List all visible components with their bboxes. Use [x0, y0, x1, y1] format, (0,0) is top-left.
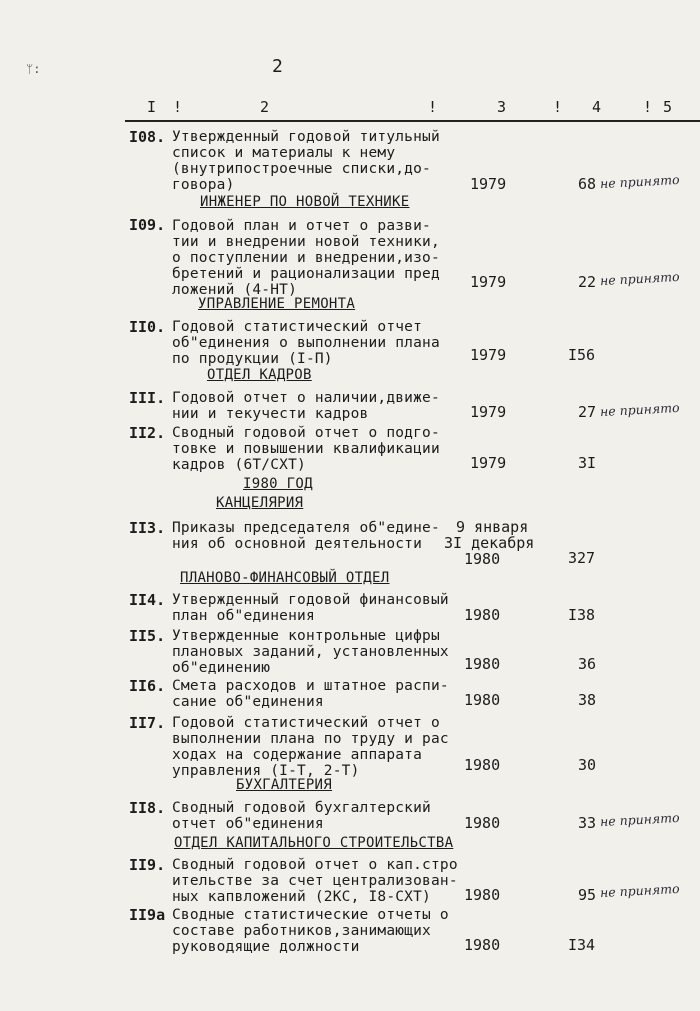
item-year: 1979 [470, 175, 507, 193]
handwritten-note: не принято [599, 268, 680, 289]
item-year: 1980 [464, 691, 501, 709]
desc-line: по продукции (I-П) [172, 351, 333, 367]
page-number: 2 [272, 56, 283, 77]
section-heading: ПЛАНОВО-ФИНАНСОВЫЙ ОТДЕЛ [180, 570, 390, 586]
header-col-3: 3 [497, 98, 507, 116]
item-quantity: 27 [578, 403, 597, 421]
desc-line: тии и внедрении новой техники, [172, 234, 440, 250]
desc-line: ния об основной деятельности [172, 536, 423, 552]
item-quantity: 36 [578, 655, 597, 673]
header-divider: ! [553, 98, 563, 116]
section-heading: ОТДЕЛ КАДРОВ [207, 367, 312, 383]
desc-line: Приказы председателя об"едине- [172, 520, 440, 536]
item-number: II8. [129, 799, 166, 817]
desc-line: Годовой отчет о наличии,движе- [172, 390, 440, 406]
desc-line: Годовой статистический отчет [172, 319, 423, 335]
header-col-5: 5 [663, 98, 673, 116]
desc-line: Сводный годовой отчет о подго- [172, 425, 440, 441]
desc-line: Годовой статистический отчет о [172, 715, 440, 731]
handwritten-note: не принято [599, 809, 680, 830]
desc-line: бретений и рационализации пред [172, 266, 440, 282]
item-year: 1979 [470, 273, 507, 291]
item-date-end: 3I декабря [444, 534, 535, 552]
header-col-2: 2 [260, 98, 270, 116]
item-number: II7. [129, 714, 166, 732]
item-number: III. [129, 389, 166, 407]
section-heading: I980 ГОД [243, 476, 313, 492]
desc-line: говора) [172, 177, 235, 193]
item-quantity: 95 [578, 886, 597, 904]
item-description [172, 390, 440, 422]
desc-line: Сводный годовой бухгалтерский [172, 800, 431, 816]
item-year: 1980 [464, 886, 501, 904]
desc-line: об"единению [172, 660, 271, 676]
item-quantity: 68 [578, 175, 597, 193]
item-description [172, 319, 440, 367]
item-quantity: I34 [568, 936, 596, 954]
item-description [172, 520, 440, 552]
item-number: II3. [129, 519, 166, 537]
item-year: 1979 [470, 346, 507, 364]
item-number: II6. [129, 677, 166, 695]
desc-line: ходах на содержание аппарата [172, 747, 423, 763]
desc-line: управления (I-Т, 2-Т) [172, 763, 360, 779]
desc-line: Утвержденные контрольные цифры [172, 628, 440, 644]
item-quantity: I38 [568, 606, 596, 624]
desc-line: составе работников,занимающих [172, 923, 431, 939]
section-heading: ОТДЕЛ КАПИТАЛЬНОГО СТРОИТЕЛЬСТВА [174, 835, 454, 851]
handwritten-note: не принято [599, 399, 680, 420]
desc-line: список и материалы к нему [172, 145, 396, 161]
item-description [172, 800, 431, 832]
item-year: 1980 [464, 756, 501, 774]
item-description [172, 592, 449, 624]
item-description [172, 425, 440, 473]
header-divider: ! [428, 98, 438, 116]
item-quantity: 30 [578, 756, 597, 774]
header-divider: ! [643, 98, 653, 116]
header-divider: ! [173, 98, 183, 116]
item-year: 1980 [464, 550, 501, 568]
desc-line: Сводный годовой отчет о кап.стро [172, 857, 458, 873]
item-year: 1979 [470, 454, 507, 472]
desc-line: руководящие должности [172, 939, 360, 955]
item-number: II9. [129, 856, 166, 874]
item-number: I09. [129, 216, 166, 234]
margin-mark: ᛘ: [26, 62, 41, 76]
item-year: 1980 [464, 606, 501, 624]
item-description [172, 907, 449, 955]
handwritten-note: не принято [599, 171, 680, 192]
desc-line: Утвержденный годовой титульный [172, 129, 440, 145]
desc-line: сание об"единения [172, 694, 324, 710]
item-quantity: I56 [568, 346, 596, 364]
item-number: II4. [129, 591, 166, 609]
desc-line: ительстве за счет централизован- [172, 873, 458, 889]
item-description [172, 678, 449, 710]
desc-line: Смета расходов и штатное распи- [172, 678, 449, 694]
item-quantity: 327 [568, 549, 596, 567]
desc-line: Годовой план и отчет о разви- [172, 218, 431, 234]
item-number: II9а [129, 906, 166, 924]
desc-line: план об"единения [172, 608, 315, 624]
item-quantity: 38 [578, 691, 597, 709]
item-date-start: 9 января [456, 518, 529, 536]
section-heading: БУХГАЛТЕРИЯ [236, 777, 333, 793]
desc-line: о поступлении и внедрении,изо- [172, 250, 440, 266]
desc-line: выполнении плана по труду и рас [172, 731, 449, 747]
desc-line: Утвержденный годовой финансовый [172, 592, 449, 608]
item-number: II5. [129, 627, 166, 645]
item-description [172, 857, 458, 905]
desc-line: товке и повышении квалификации [172, 441, 440, 457]
item-number: I08. [129, 128, 166, 146]
item-quantity: 22 [578, 273, 597, 291]
section-heading: УПРАВЛЕНИЕ РЕМОНТА [198, 296, 356, 312]
desc-line: об"единения о выполнении плана [172, 335, 440, 351]
header-col-4: 4 [592, 98, 602, 116]
item-year: 1980 [464, 814, 501, 832]
item-year: 1980 [464, 655, 501, 673]
header-col-1: I [147, 98, 157, 116]
item-description [172, 628, 449, 676]
desc-line: плановых заданий, установленных [172, 644, 449, 660]
item-quantity: 3I [578, 454, 597, 472]
item-description [172, 129, 440, 193]
section-heading: ИНЖЕНЕР ПО НОВОЙ ТЕХНИКЕ [200, 194, 410, 210]
item-year: 1980 [464, 936, 501, 954]
item-number: II0. [129, 318, 166, 336]
item-description [172, 715, 449, 779]
item-description [172, 218, 440, 298]
desc-line: (внутрипостроечные списки,до- [172, 161, 431, 177]
desc-line: кадров (6Т/СХТ) [172, 457, 306, 473]
desc-line: отчет об"единения [172, 816, 324, 832]
item-quantity: 33 [578, 814, 597, 832]
desc-line: ложений (4-НТ) [172, 282, 298, 298]
desc-line: нии и текучести кадров [172, 406, 369, 422]
desc-line: ных капвложений (2КС, I8-СХТ) [172, 889, 431, 905]
section-heading: КАНЦЕЛЯРИЯ [216, 495, 304, 511]
item-number: II2. [129, 424, 166, 442]
table-header [125, 96, 700, 122]
handwritten-note: не принято [599, 880, 680, 901]
desc-line: Сводные статистические отчеты о [172, 907, 449, 923]
item-year: 1979 [470, 403, 507, 421]
